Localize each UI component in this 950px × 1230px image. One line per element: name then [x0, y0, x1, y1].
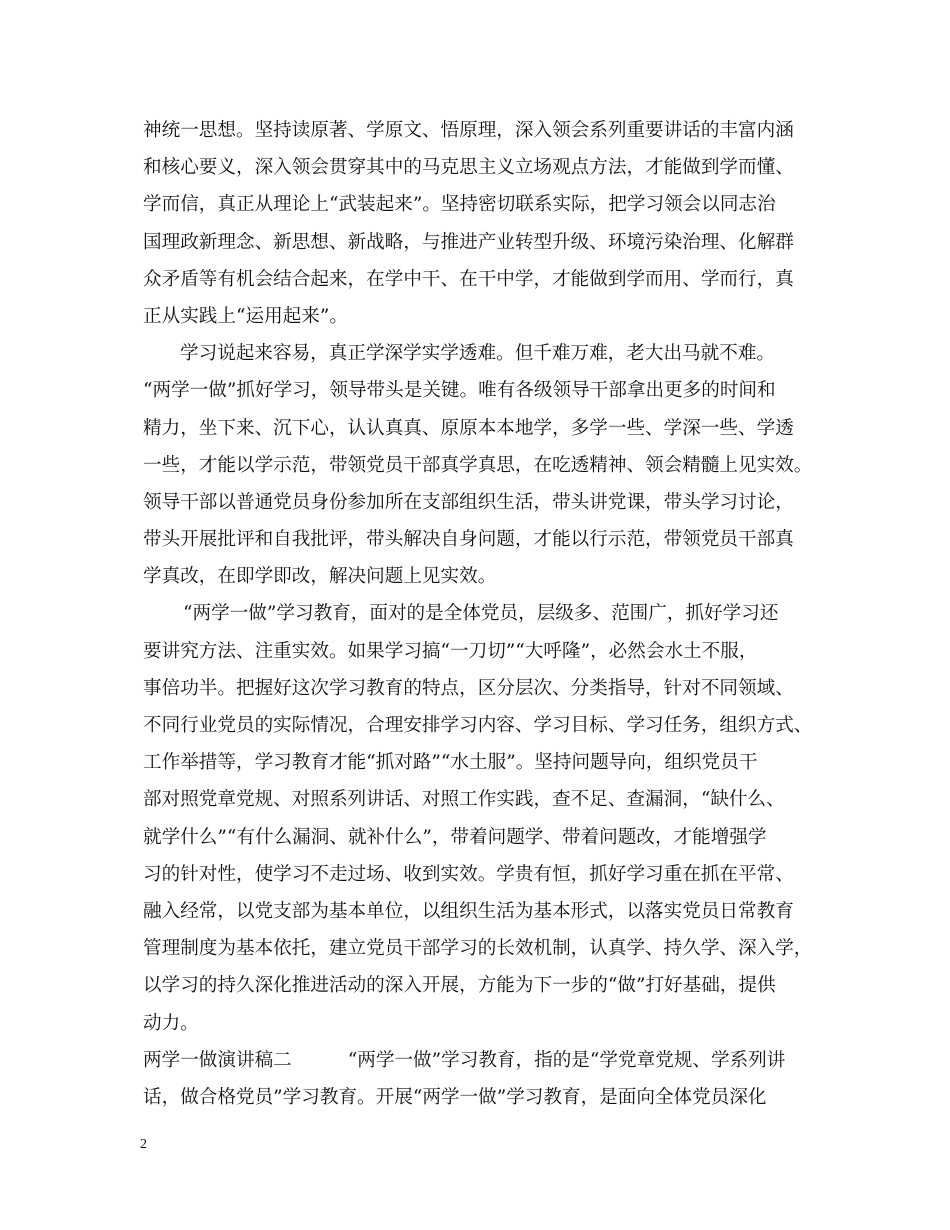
text-line: 就学什么”“有什么漏洞、就补什么”，带着问题学、带着问题改，才能增强学	[143, 826, 767, 848]
text-line: 众矛盾等有机会结合起来，在学中干、在干中学，才能做到学而用、学而行，真	[143, 268, 794, 290]
text-line: 一些，才能以学示范，带领党员干部真学真思，在吃透精神、领会精髓上见实效。	[143, 454, 813, 476]
text-line: 精力，坐下来、沉下心，认认真真、原原本本地学，多学一些、学深一些、学透	[143, 417, 794, 439]
text-line: 要讲究方法、注重实效。如果学习搞“一刀切”“大呼隆”，必然会水土不服，	[143, 640, 758, 662]
page-number: 2	[140, 1137, 147, 1152]
heading-continuation: “两学一做”学习教育，指的是“学党章党规、学系列讲	[347, 1049, 786, 1071]
text-line: 国理政新理念、新思想、新战略，与推进产业转型升级、环境污染治理、化解群	[143, 231, 794, 253]
text-line: 不同行业党员的实际情况，合理安排学习内容、学习目标、学习任务，组织方式、	[143, 715, 813, 736]
text-line: 话，做合格党员”学习教育。开展“两学一做”学习教育，是面向全体党员深化	[143, 1086, 767, 1108]
text-line: “两学一做”抓好学习，领导带头是关键。唯有各级领导干部拿出更多的时间和	[143, 380, 776, 402]
text-line: 领导干部以普通党员身份参加所在支部组织生活，带头讲党课，带头学习讨论，	[143, 491, 794, 513]
text-line: 管理制度为基本依托，建立党员干部学习的长效机制，认真学、持久学、深入学，	[143, 938, 813, 960]
text-line: 学而信，真正从理论上“武装起来”。坚持密切联系实际，把学习领会以同志治	[143, 194, 776, 216]
paragraph-first-line: 学习说起来容易，真正学深学实学透难。但千难万难，老大出马就不难。	[180, 343, 776, 365]
text-line: 融入经常，以党支部为基本单位，以组织生活为基本形式，以落实党员日常教育	[143, 900, 794, 922]
text-line: 带头开展批评和自我批评，带头解决自身问题，才能以行示范，带领党员干部真	[143, 529, 794, 551]
text-line: 部对照党章党规、对照系列讲话、对照工作实践，查不足、查漏洞，“缺什么、	[143, 789, 785, 811]
text-line: 学真改，在即学即改，解决问题上见实效。	[143, 566, 497, 588]
section-heading: 两学一做演讲稿二	[143, 1049, 292, 1071]
text-line: 以学习的持久深化推进活动的深入开展，方能为下一步的“做”打好基础，提供	[143, 975, 776, 997]
text-line: 习的针对性，使学习不走过场、收到实效。学贵有恒，抓好学习重在抓在平常、	[143, 863, 794, 885]
text-line: 神统一思想。坚持读原著、学原文、悟原理，深入领会系列重要讲话的丰富内涵	[143, 120, 794, 141]
text-line: 动力。	[143, 1012, 199, 1034]
text-line: 和核心要义，深入领会贯穿其中的马克思主义立场观点方法，才能做到学而懂、	[143, 157, 794, 179]
text-line: 工作举措等，学习教育才能“抓对路”“水土服”。坚持问题导向，组织党员干	[143, 752, 758, 774]
paragraph-first-line: “两学一做”学习教育，面对的是全体党员，层级多、范围广，抓好学习还	[183, 603, 779, 625]
body-text	[143, 112, 823, 1116]
text-line: 正从实践上“运用起来”。	[143, 305, 348, 327]
heading-line	[143, 1042, 823, 1079]
text-line: 事倍功半。把握好这次学习教育的特点，区分层次、分类指导，针对不同领域、	[143, 677, 794, 699]
